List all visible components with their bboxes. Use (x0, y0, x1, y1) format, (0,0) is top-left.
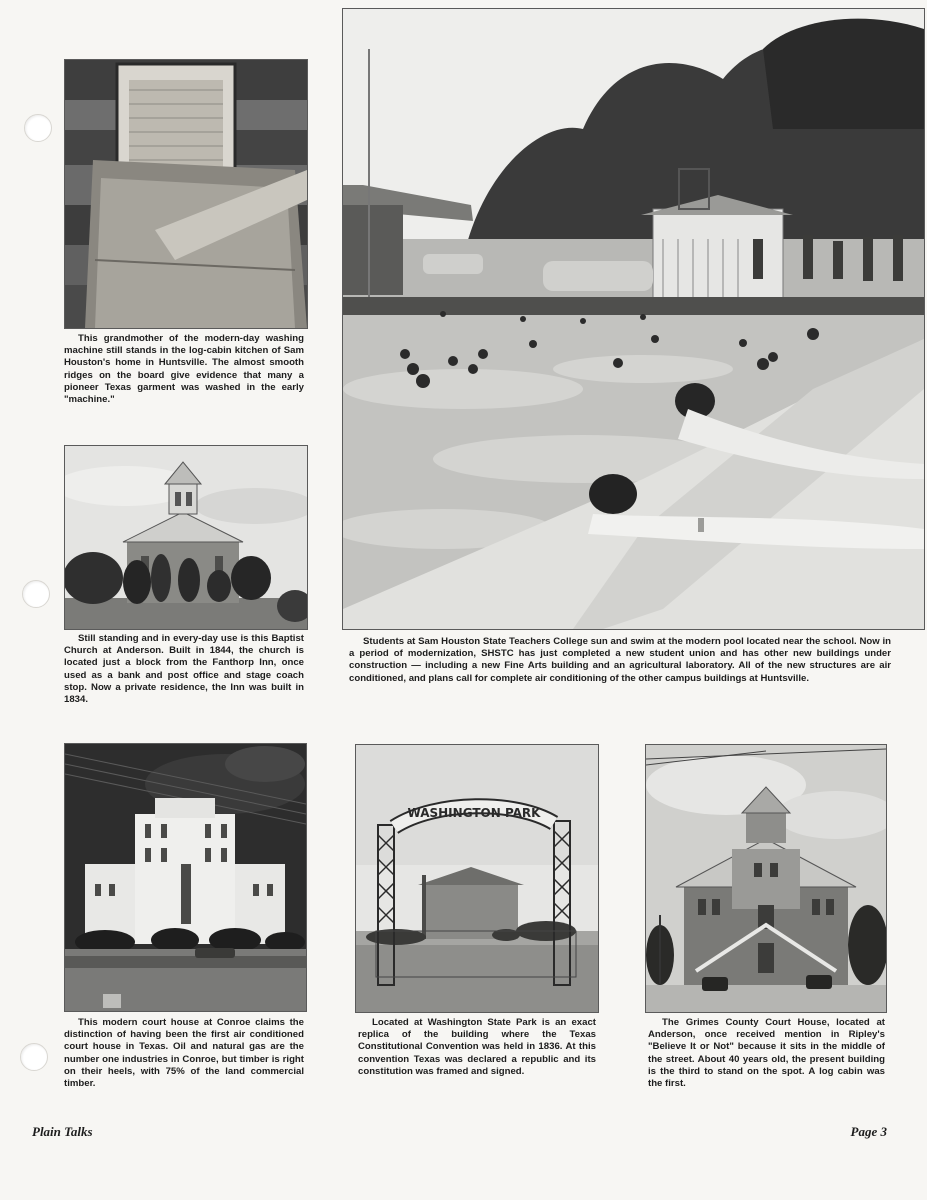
conroe-court-house-photo (64, 743, 307, 1012)
conroe-court-house-caption: This modern court house at Conroe claims the distinction of having been the first air conditioned court house in Texas. Oil and natural gas are the number one industries in Conroe, but timber is right on their heels, with 75% of the land commercial timber. (64, 1017, 304, 1090)
baptist-church-photo (64, 445, 308, 630)
swimming-pool-caption: Students at Sam Houston State Teachers College sun and swim at the modern pool located near the school. Now in a period of modernization, SHSTC has just completed a new student union and has other new buildings under construction — including a new Fine Arts building and an agricultural laboratory. All of the new structures are air conditioned, and plans call for complete air conditioning of the other campus buildings at Huntsville. (349, 636, 891, 684)
washboard-photo (64, 59, 308, 329)
footer-publication-title: Plain Talks (32, 1124, 93, 1139)
arch-sign-text: WASHINGTON PARK (407, 806, 541, 820)
grimes-court-house-photo (645, 744, 887, 1013)
swimming-pool-photo (342, 8, 925, 630)
binder-hole-top (24, 114, 52, 142)
binder-hole-bottom (20, 1043, 48, 1071)
baptist-church-caption: Still standing and in every-day use is this Baptist Church at Anderson. Built in 1844, the church is located just a block from the Fanthorp Inn, once used as a bank and post office and stage coach stop. Now a private residence, the Inn was built in 1834. (64, 633, 304, 706)
grimes-court-house-caption: The Grimes County Court House, located at Anderson, once received mention in Ripley's "Believe It or Not" because it sits in the middle of the street. About 40 years old, the present building is the third to stand on the spot. A log cabin was the first. (648, 1017, 885, 1090)
footer-page-number: Page 3 (850, 1124, 887, 1139)
washington-park-photo (355, 744, 599, 1013)
washboard-caption: This grandmother of the modern-day washing machine still stands in the log-cabin kitchen of Sam Houston's home in Huntsville. The almost smooth ridges on the board give evidence that many a pioneer Texas garment was washed in the early "machine." (64, 333, 304, 406)
binder-hole-middle (22, 580, 50, 608)
washington-park-caption: Located at Washington State Park is an exact replica of the building where the Texas Constitutional Convention was held in 1836. At this convention Texas was declared a republic and its constitution was framed and signed. (358, 1017, 596, 1077)
